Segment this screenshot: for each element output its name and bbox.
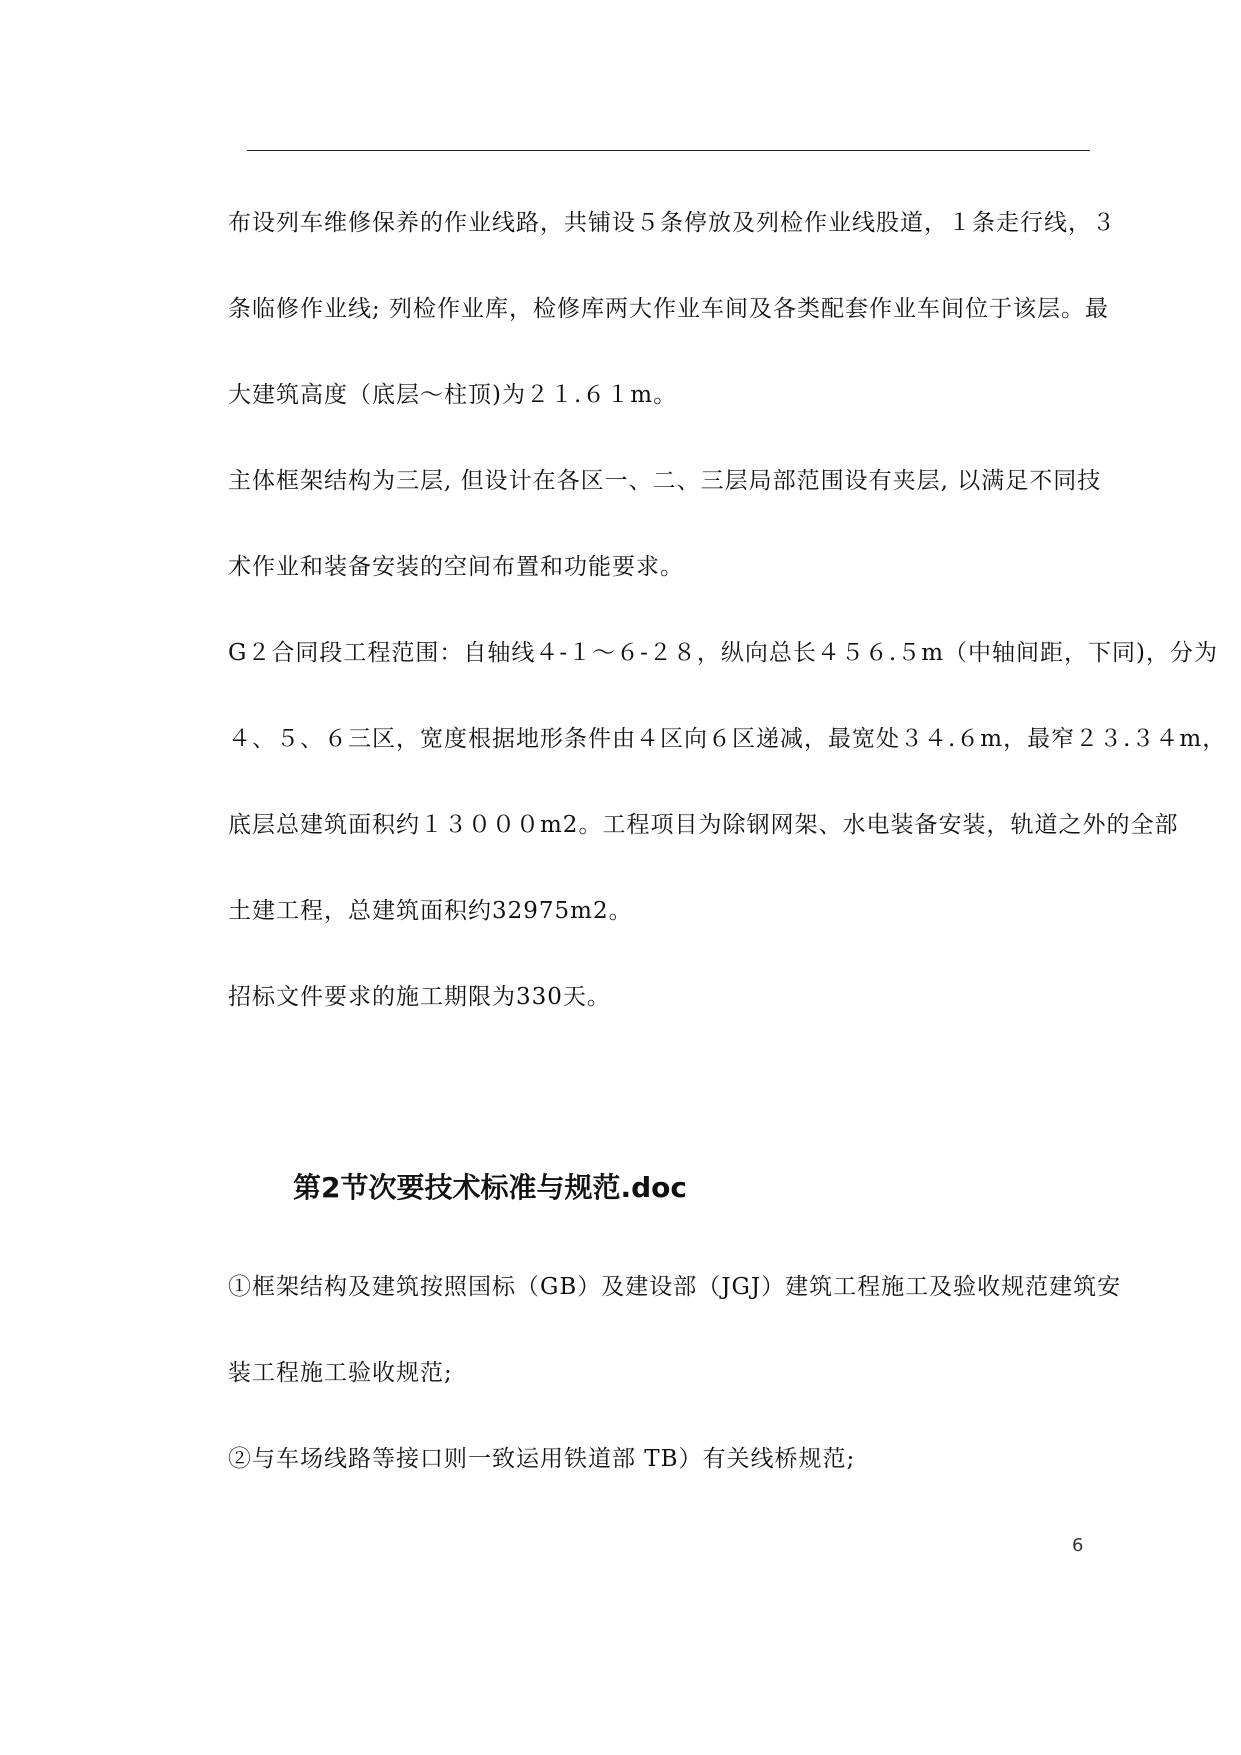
section-heading: 第2节次要技术标准与规范.doc (293, 1171, 687, 1204)
header-rule (247, 150, 1090, 151)
body-line-4: 主体框架结构为三层, 但设计在各区一、二、三层局部范围设有夹层, 以满足不同技 (228, 468, 1102, 494)
section-line-3: ②与车场线路等接口则一致运用铁道部 TB）有关线桥规范; (228, 1446, 856, 1472)
body-line-2: 条临修作业线; 列检作业库，检修库两大作业车间及各类配套作业车间位于该层。最 (228, 296, 1110, 322)
body-line-10: 招标文件要求的施工期限为330天。 (228, 984, 611, 1010)
body-line-1: 布设列车维修保养的作业线路，共铺设５条停放及列检作业线股道，１条走行线，３ (228, 210, 1116, 236)
body-line-3: 大建筑高度（底层～柱顶)为２１.６１m。 (228, 382, 678, 408)
body-line-6: G２合同段工程范围：自轴线４-１～６-２８，纵向总长４５６.５m（中轴间距，下同)，分为 (228, 640, 1219, 666)
section-line-1: ①框架结构及建筑按照国标（GB）及建设部（JGJ）建筑工程施工及验收规范建筑安 (228, 1274, 1122, 1300)
page-number: 6 (1072, 1535, 1084, 1556)
body-line-8: 底层总建筑面积约１３０００m2。工程项目为除钢网架、水电装备安装，轨道之外的全部 (228, 812, 1179, 838)
body-line-7: ４、５、６三区，宽度根据地形条件由４区向６区递减，最宽处３４.６m，最窄２３.３４m， (228, 726, 1227, 752)
section-line-2: 装工程施工验收规范; (228, 1360, 453, 1386)
body-line-5: 术作业和装备安装的空间布置和功能要求。 (228, 554, 684, 580)
body-line-9: 土建工程，总建筑面积约32975m2。 (228, 898, 633, 924)
